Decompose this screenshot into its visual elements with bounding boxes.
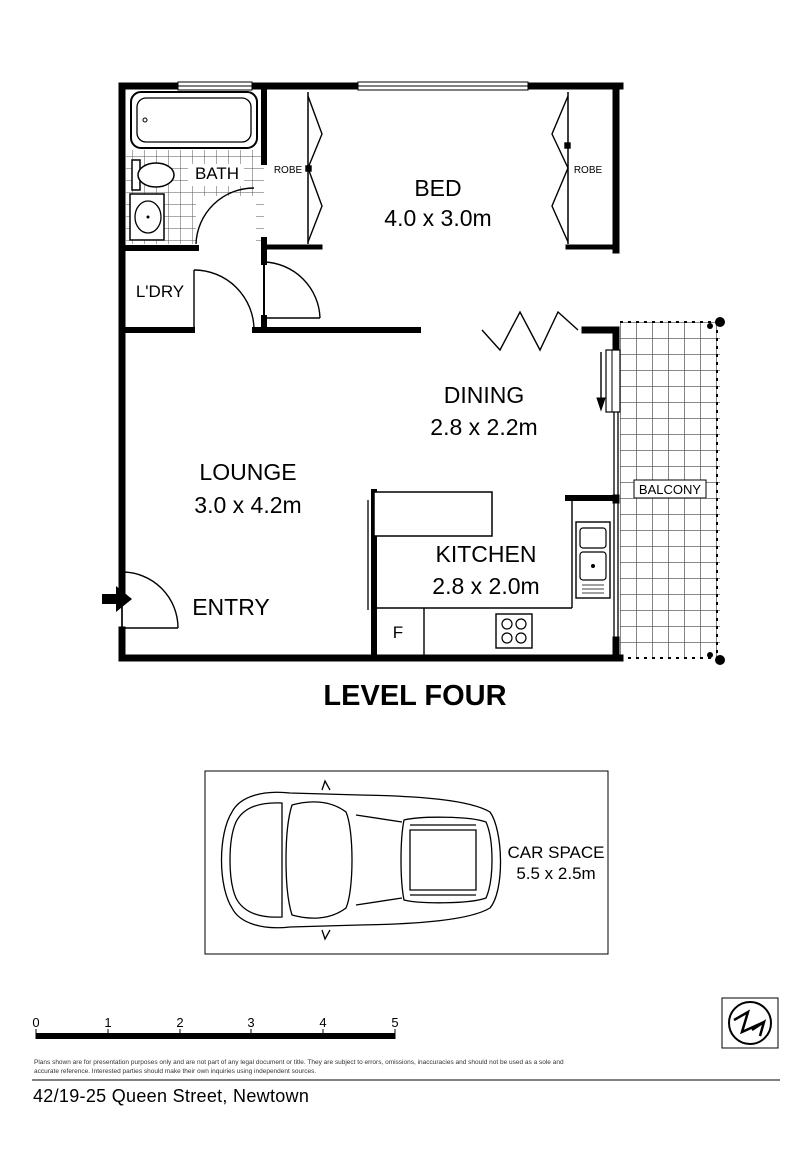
lounge-size: 3.0 x 4.2m	[194, 492, 302, 518]
entry-door	[122, 572, 178, 630]
dining-label: DINING	[443, 382, 525, 408]
robe-left-label: ROBE	[273, 165, 303, 176]
scale-tick-label: 1	[104, 1015, 112, 1030]
scale-bar	[32, 1015, 398, 1039]
corridor-door	[264, 262, 320, 318]
balcony-label: BALCONY	[638, 482, 702, 497]
level-title: LEVEL FOUR	[323, 680, 507, 712]
fridge-label: F	[392, 623, 404, 642]
car-space	[205, 771, 608, 954]
entry-arrow-icon	[102, 586, 132, 612]
scale-tick-label: 4	[319, 1015, 327, 1030]
scale-tick-label: 5	[391, 1015, 399, 1030]
entry-label: ENTRY	[192, 594, 270, 620]
property-address: 42/19-25 Queen Street, Newtown	[33, 1086, 310, 1106]
bed-door	[482, 312, 578, 350]
scale-tick-label: 0	[32, 1015, 40, 1030]
kitchen-size: 2.8 x 2.0m	[432, 573, 540, 599]
basin-icon	[130, 194, 164, 240]
disclaimer-line-2: accurate reference. Interested parties should make their own inquiries using independent sources.	[34, 1068, 317, 1075]
scale-tick-label: 3	[247, 1015, 255, 1030]
kitchen-label: KITCHEN	[435, 541, 537, 567]
disclaimer-line-1: Plans shown are for presentation purposes only and are not part of any legal document or title. They are subject to errors, omissions, inaccuracies and should not be used as a sole and	[34, 1059, 564, 1066]
bed-size: 4.0 x 3.0m	[384, 205, 492, 231]
car-icon	[222, 781, 501, 939]
laundry-label: L'DRY	[135, 282, 185, 301]
lounge-label: LOUNGE	[199, 459, 297, 485]
bed-label: BED	[414, 175, 462, 201]
car-space-size: 5.5 x 2.5m	[516, 864, 596, 883]
cooktop-icon	[496, 614, 532, 648]
car-space-label: CAR SPACE	[507, 843, 605, 862]
laundry-door	[194, 270, 254, 330]
north-arrow-icon	[722, 998, 778, 1048]
sink-icon	[576, 522, 610, 598]
scale-tick-label: 2	[176, 1015, 184, 1030]
robe-right-label: ROBE	[573, 165, 603, 176]
bath-label: BATH	[194, 164, 240, 183]
dining-size: 2.8 x 2.2m	[430, 414, 538, 440]
